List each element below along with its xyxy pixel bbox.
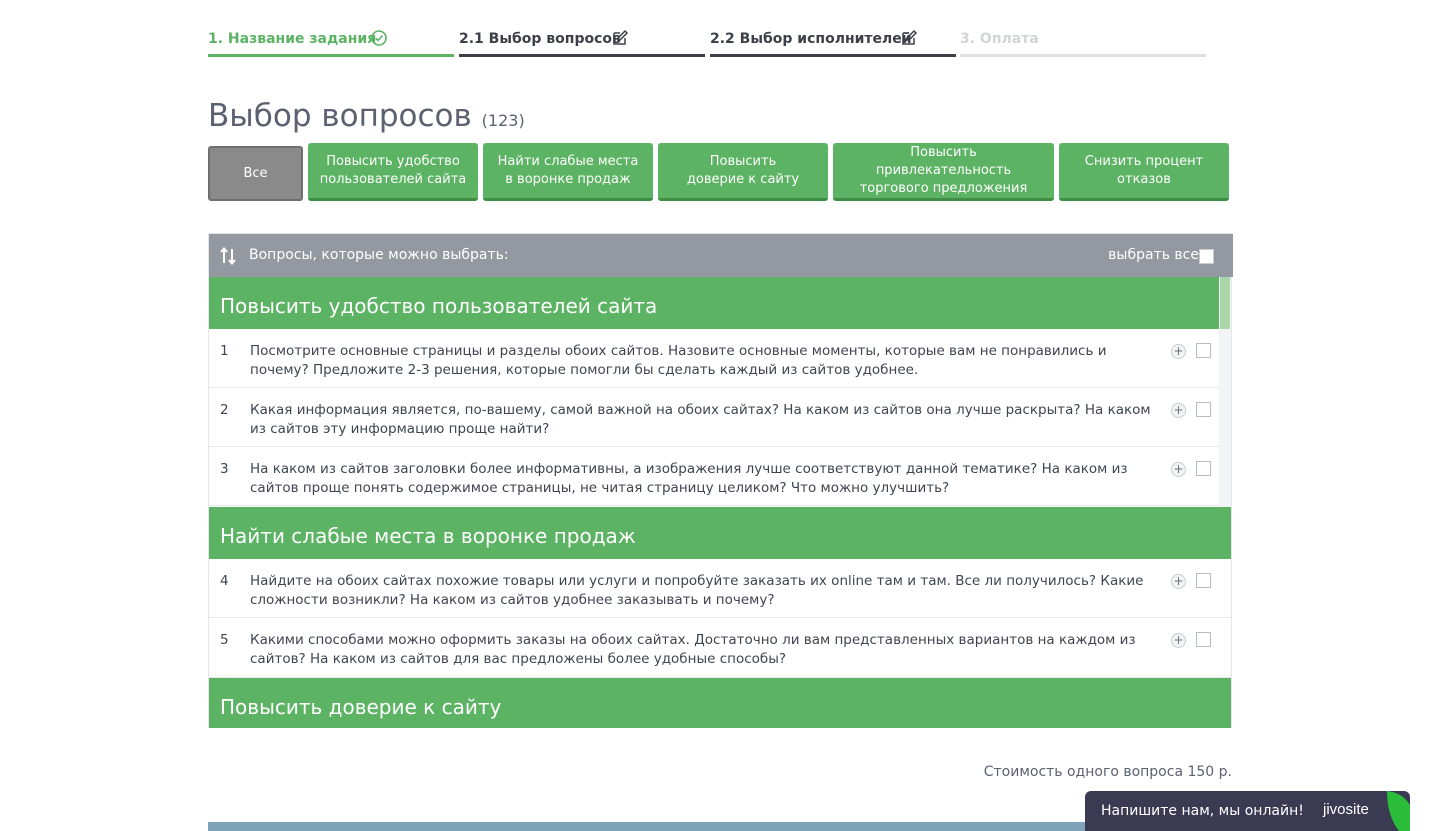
question-checkbox[interactable]: [1196, 573, 1211, 588]
section-header: Найти слабые места в воронке продаж: [209, 507, 1231, 559]
question-row: [209, 388, 1219, 447]
step-label: 2.2 Выбор исполнителей: [710, 31, 912, 47]
sort-icon[interactable]: [220, 247, 236, 265]
question-row: [209, 447, 1219, 506]
filter-offer-button[interactable]: Повысить привлекательность торгового предложения: [833, 143, 1054, 201]
filter-trust-button[interactable]: Повысить доверие к сайту: [658, 143, 828, 201]
questions-panel: [208, 233, 1232, 728]
step-task-name[interactable]: [208, 30, 454, 57]
page-title-text: Выбор вопросов: [208, 98, 472, 134]
edit-icon: [611, 29, 629, 47]
scrollbar-thumb[interactable]: [1220, 277, 1230, 329]
chat-widget[interactable]: [1085, 791, 1410, 831]
filter-funnel-button[interactable]: Найти слабые места в воронке продаж: [483, 143, 653, 201]
questions-count: (123): [481, 111, 525, 130]
filter-bounce-button[interactable]: Снизить процент отказов: [1059, 143, 1229, 201]
question-checkbox[interactable]: [1196, 343, 1211, 358]
question-number: 5: [220, 632, 229, 648]
question-text: Какими способами можно оформить заказы на обоих сайтах. Достаточно ли вам представленных вариантов на каждом из сайтов? На каком из сайтов для вас предложены более удобные способы?: [250, 632, 1136, 667]
question-row: [209, 618, 1231, 678]
chat-leaf-icon: [1385, 791, 1410, 831]
question-number: 2: [220, 402, 229, 418]
select-all-label[interactable]: выбрать все: [1108, 247, 1199, 263]
expand-plus-icon[interactable]: +: [1171, 574, 1186, 589]
question-row: [209, 559, 1231, 618]
question-number: 3: [220, 461, 229, 477]
expand-plus-icon[interactable]: +: [1171, 344, 1186, 359]
bottom-bar: [208, 822, 1232, 831]
question-text: Какая информация является, по-вашему, самой важной на обоих сайтах? На каком из сайтов она лучше раскрыта? На каком из сайтов эту информацию проще найти?: [250, 402, 1151, 437]
question-number: 4: [220, 573, 229, 589]
scrollbar[interactable]: [1219, 277, 1231, 509]
filter-all-button[interactable]: Все: [208, 146, 303, 201]
questions-list[interactable]: [209, 277, 1231, 728]
wizard-steps: [208, 30, 1208, 58]
price-per-question: Стоимость одного вопроса 150 р.: [983, 764, 1232, 780]
section-header: Повысить доверие к сайту: [209, 678, 1231, 728]
step-label: 2.1 Выбор вопросов: [459, 31, 621, 47]
question-checkbox[interactable]: [1196, 402, 1211, 417]
chat-brand-logo: jivosite: [1323, 801, 1369, 818]
panel-title: Вопросы, которые можно выбрать:: [249, 247, 509, 263]
expand-plus-icon[interactable]: +: [1171, 633, 1186, 648]
step-payment: [960, 30, 1206, 57]
question-text: На каком из сайтов заголовки более информативны, а изображения лучше соответствуют данной тематике? На каком из сайтов проще понять содержимое страницы, не читая страницу целиком? Что можно улучшить?: [250, 461, 1128, 496]
question-text: Посмотрите основные страницы и разделы обоих сайтов. Назовите основные моменты, которые вам не понравились и почему? Предложите 2-3 решения, которые помогли бы сделать каждый из сайтов удобнее.: [250, 343, 1107, 378]
step-choose-questions[interactable]: [459, 30, 705, 57]
question-checkbox[interactable]: [1196, 632, 1211, 647]
edit-icon: [900, 29, 918, 47]
filter-usability-button[interactable]: Повысить удобство пользователей сайта: [308, 143, 478, 201]
step-label: 3. Оплата: [960, 31, 1039, 47]
step-choose-performers[interactable]: [710, 30, 956, 57]
expand-plus-icon[interactable]: +: [1171, 462, 1186, 477]
select-all-checkbox[interactable]: [1199, 249, 1214, 264]
chat-invite-text: Напишите нам, мы онлайн!: [1101, 803, 1304, 819]
step-label: 1. Название задания: [208, 31, 377, 47]
page-title: [208, 98, 525, 134]
section-header: Повысить удобство пользователей сайта: [209, 277, 1231, 329]
question-row: [209, 329, 1219, 388]
category-filters: [208, 143, 1238, 201]
check-circle-icon: [370, 29, 388, 47]
question-number: 1: [220, 343, 229, 359]
panel-header: [209, 234, 1233, 277]
question-checkbox[interactable]: [1196, 461, 1211, 476]
expand-plus-icon[interactable]: +: [1171, 403, 1186, 418]
question-text: Найдите на обоих сайтах похожие товары или услуги и попробуйте заказать их online там и там. Все ли получилось? Какие сложности возникли? На каком из сайтов удобнее заказывать и почему?: [250, 573, 1144, 608]
